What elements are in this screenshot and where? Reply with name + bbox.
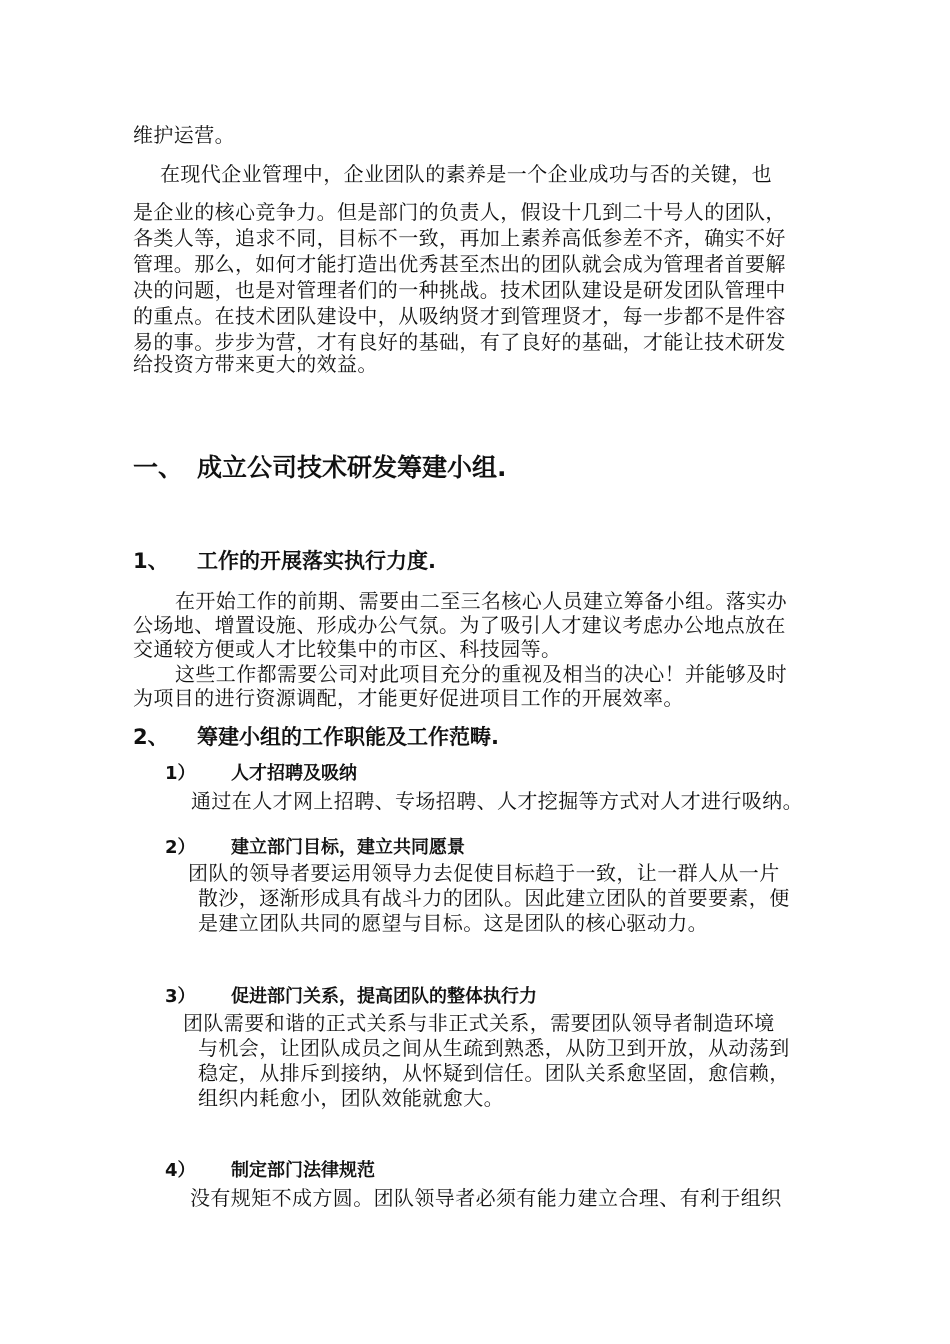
item-heading xyxy=(165,985,537,1009)
paragraph-line: 为项目的进行资源调配，才能更好促进项目工作的开展效率。 xyxy=(133,686,684,710)
item-title: 建立部门目标，建立共同愿景 xyxy=(231,837,465,858)
paragraph-line: 在现代企业管理中，企业团队的素养是一个企业成功与否的关键，也 xyxy=(160,162,772,186)
paragraph-line: 易的事。步步为营，才有良好的基础，有了良好的基础，才能让技术研发 xyxy=(133,330,786,354)
paragraph-line: 交通较方便或人才比较集中的市区、科技园等。 xyxy=(133,637,562,661)
section-title: 成立公司技术研发筹建小组. xyxy=(197,453,507,482)
item-number: 4） xyxy=(165,1160,196,1181)
item-heading xyxy=(165,836,465,860)
item-text-line: 组织内耗愈小，团队效能就愈大。 xyxy=(198,1086,504,1110)
paragraph-line: 管理。那么，如何才能打造出优秀甚至杰出的团队就会成为管理者首要解 xyxy=(133,252,786,276)
subsection-number: 2、 xyxy=(133,725,169,749)
item-number: 1） xyxy=(165,763,196,784)
item-number: 2） xyxy=(165,837,196,858)
paragraph-line: 是企业的核心竞争力。但是部门的负责人，假设十几到二十号人的团队， xyxy=(133,200,786,224)
item-text-line: 是建立团队共同的愿望与目标。这是团队的核心驱动力。 xyxy=(198,911,708,935)
item-text-line: 没有规矩不成方圆。团队领导者必须有能力建立合理、有利于组织 xyxy=(190,1186,782,1210)
paragraph-line: 给投资方带来更大的效益。 xyxy=(133,352,378,376)
subsection-number: 1、 xyxy=(133,549,169,573)
subsection-title: 筹建小组的工作职能及工作范畴. xyxy=(197,725,499,749)
item-title: 人才招聘及吸纳 xyxy=(231,763,357,784)
paragraph-line: 各类人等，追求不同，目标不一致，再加上素养高低参差不齐，确实不好 xyxy=(133,226,786,250)
item-title: 制定部门法律规范 xyxy=(231,1160,375,1181)
item-text-line: 团队需要和谐的正式关系与非正式关系，需要团队领导者制造环境 xyxy=(183,1011,775,1035)
item-number: 3） xyxy=(165,986,196,1007)
item-heading xyxy=(165,762,357,786)
paragraph-line: 的重点。在技术团队建设中，从吸纳贤才到管理贤才，每一步都不是件容 xyxy=(133,304,786,328)
paragraph-line: 决的问题，也是对管理者们的一种挑战。技术团队建设是研发团队管理中 xyxy=(133,278,786,302)
subsection-heading xyxy=(133,547,436,575)
item-text-line: 与机会，让团队成员之间从生疏到熟悉，从防卫到开放，从动荡到 xyxy=(198,1036,790,1060)
paragraph-line: 在开始工作的前期、需要由二至三名核心人员建立筹备小组。落实办 xyxy=(175,589,787,613)
subsection-title: 工作的开展落实执行力度. xyxy=(197,549,436,573)
item-text-line: 团队的领导者要运用领导力去促使目标趋于一致，让一群人从一片 xyxy=(188,861,780,885)
item-text-line: 通过在人才网上招聘、专场招聘、人才挖掘等方式对人才进行吸纳。 xyxy=(191,789,803,813)
intro-line: 维护运营。 xyxy=(133,123,235,147)
subsection-heading xyxy=(133,723,499,751)
paragraph-line: 这些工作都需要公司对此项目充分的重视及相当的决心！并能够及时 xyxy=(175,662,787,686)
item-text-line: 散沙，逐渐形成具有战斗力的团队。因此建立团队的首要要素，便 xyxy=(198,886,790,910)
item-title: 促进部门关系，提高团队的整体执行力 xyxy=(231,986,537,1007)
item-text-line: 稳定，从排斥到接纳，从怀疑到信任。团队关系愈坚固，愈信赖， xyxy=(198,1061,790,1085)
section-number: 一、 xyxy=(133,453,184,482)
item-heading xyxy=(165,1159,375,1183)
section-heading xyxy=(133,452,507,484)
paragraph-line: 公场地、增置设施、形成办公气氛。为了吸引人才建议考虑办公地点放在 xyxy=(133,613,786,637)
